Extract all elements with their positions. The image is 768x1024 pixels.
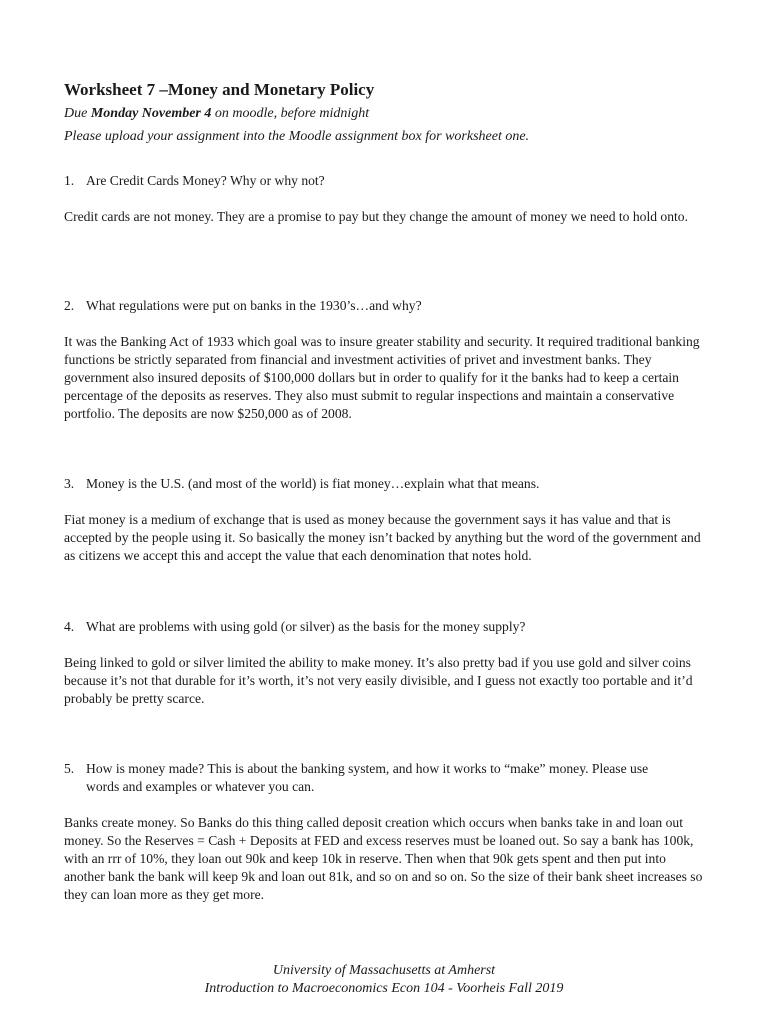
question-2 [64, 297, 422, 315]
upload-note: Please upload your assignment into the Moodle assignment box for worksheet one. [64, 129, 530, 144]
question-text: How is money made? This is about the banking system, and how it works to “make” money. Please use words and examples or whatever you can. [86, 761, 649, 794]
due-date: Monday November 4 [90, 106, 212, 121]
answer-4: Being linked to gold or silver limited the ability to make money. It’s also pretty bad if you use gold and silver coins because it’s not that durable for it’s worth, it’s not very easily divisible, and I guess not exactly too portable and it’d probably be pretty scarce. [64, 655, 693, 706]
footer-course: Introduction to Macroeconomics Econ 104 - Voorheis Fall 2019 [204, 981, 564, 996]
answer-2: It was the Banking Act of 1933 which goal was to insure greater stability and security. It required traditional banking functions be strictly separated from financial and investment activities of privet and investment banks. They government also insured deposits of $100,000 dollars but in order to qualify for it the banks had to keep a certain percentage of the deposits as reserves. They also must submit to regular inspections and maintain a conservative portfolio. The deposits are now $250,000 as of 2008. [64, 334, 700, 421]
question-text: Are Credit Cards Money? Why or why not? [86, 173, 325, 188]
question-1 [64, 172, 325, 190]
question-number: 3. [64, 476, 75, 491]
question-4 [64, 618, 525, 636]
question-5 [64, 760, 684, 796]
answer-1: Credit cards are not money. They are a promise to pay but they change the amount of money we need to hold onto. [64, 209, 688, 224]
question-text: What are problems with using gold (or silver) as the basis for the money supply? [86, 619, 526, 634]
question-number: 4. [64, 619, 75, 634]
footer-university: University of Massachusetts at Amherst [272, 963, 496, 978]
due-prefix: Due [64, 106, 91, 121]
question-number: 5. [64, 761, 75, 776]
answer-3: Fiat money is a medium of exchange that is used as money because the government says it has value and that is accepted by the people using it. So basically the money isn’t backed by anything but the word of the government and as citizens we accept this and accept the value that each denomination that notes hold. [64, 512, 701, 563]
due-line [64, 106, 369, 122]
worksheet-title: Worksheet 7 –Money and Monetary Policy [64, 80, 375, 99]
due-suffix: on moodle, before midnight [211, 106, 370, 121]
answer-5: Banks create money. So Banks do this thing called deposit creation which occurs when banks take in and loan out money. So the Reserves = Cash + Deposits at FED and excess reserves must be loaned out. So say a bank has 100k, with an rrr of 10%, they loan out 90k and keep 10k in reserve. Then when that 90k gets spent and then put into another bank the bank will keep 9k and loan out 81k, and so on and so on. So the size of their bank sheet increases so they can loan more as they get more. [64, 815, 703, 902]
question-number: 1. [64, 173, 75, 188]
question-3 [64, 475, 539, 493]
question-text: What regulations were put on banks in the 1930’s…and why? [86, 298, 422, 313]
question-number: 2. [64, 298, 75, 313]
question-text: Money is the U.S. (and most of the world) is fiat money…explain what that means. [86, 476, 540, 491]
